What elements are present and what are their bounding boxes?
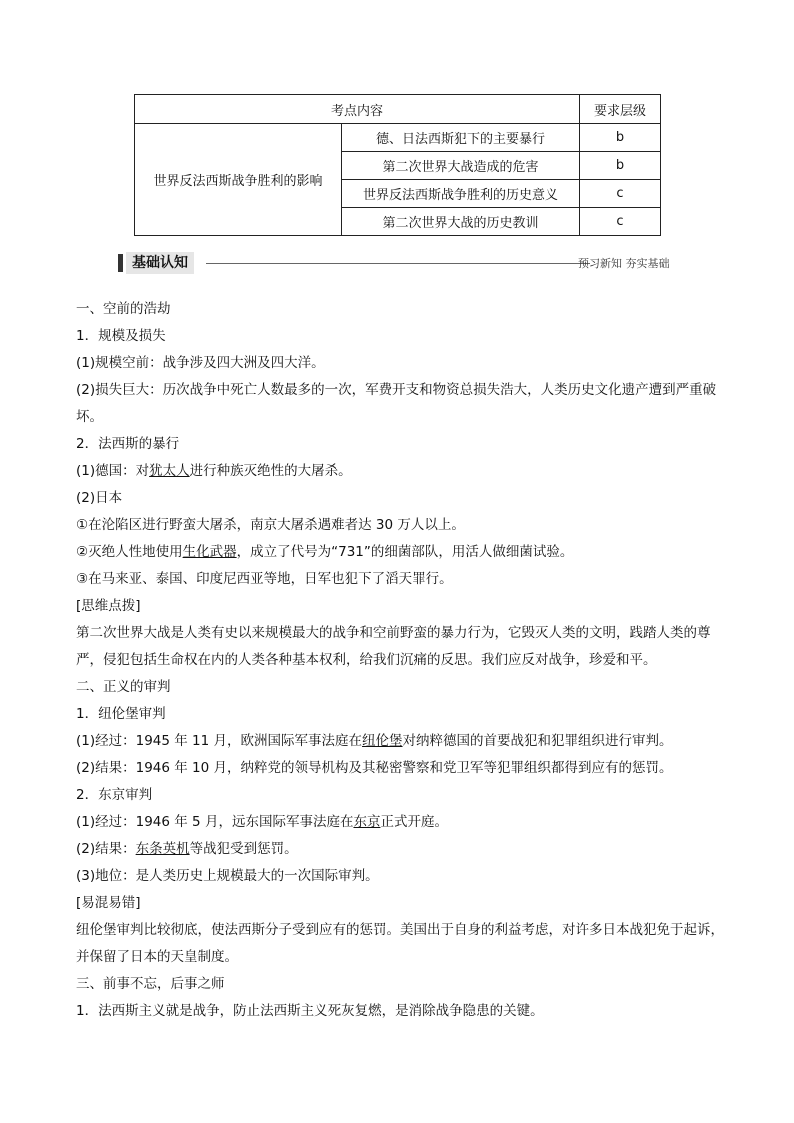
paragraph: (2)日本 — [76, 490, 123, 506]
tip-text: 第二次世界大战是人类有史以来规模最大的战争和空前野蛮的暴力行为，它毁灭人类的文明，践踏人类的尊严，侵犯包括生命权在内的人类各种基本权利，给我们沉痛的反思。我们应反对战争，珍爱和平。 — [76, 625, 711, 668]
paragraph — [76, 458, 726, 485]
heading-3: 三、前事不忘，后事之师 — [76, 976, 225, 992]
table-header-row — [135, 95, 661, 124]
paragraph — [76, 728, 726, 755]
subheading: 1．纽伦堡审判 — [76, 706, 166, 722]
heading-2: 二、正义的审判 — [76, 679, 171, 695]
underlined-term: 生化武器 — [182, 544, 237, 560]
item-cell: 第二次世界大战的历史教训 — [342, 208, 580, 236]
paragraph: (3)地位：是人类历史上规模最大的一次国际审判。 — [76, 868, 379, 884]
text-span: 正式开庭。 — [380, 814, 448, 830]
underlined-term: 东京 — [353, 814, 381, 830]
text-span: (1)经过：1946 年 5 月，远东国际军事法庭在 — [76, 814, 354, 830]
header-content: 考点内容 — [135, 95, 580, 124]
level-cell: b — [580, 124, 661, 152]
paragraph: (2)结果：1946 年 10 月，纳粹党的领导机构及其秘密警察和党卫军等犯罪组织都得到应有的惩罚。 — [76, 760, 673, 776]
subheading: 2．法西斯的暴行 — [76, 436, 180, 452]
topic-cell: 世界反法西斯战争胜利的影响 — [135, 124, 342, 236]
level-cell: b — [580, 152, 661, 180]
item-cell: 第二次世界大战造成的危害 — [342, 152, 580, 180]
text-span: ②灭绝人性地使用 — [76, 544, 183, 560]
paragraph — [76, 809, 726, 836]
text-span: (1)德国：对 — [76, 463, 150, 479]
section-divider — [206, 263, 590, 264]
body-text — [76, 296, 726, 1025]
underlined-term: 纽伦堡 — [362, 733, 403, 749]
tip-label: [易混易错] — [76, 895, 141, 911]
paragraph — [76, 836, 726, 863]
underlined-term: 东条英机 — [135, 841, 190, 857]
tip-text: 纽伦堡审判比较彻底，使法西斯分子受到应有的惩罚。美国出于自身的利益考虑，对许多日本战犯免于起诉，并保留了日本的天皇制度。 — [76, 922, 724, 965]
underlined-term: 犹太人 — [149, 463, 190, 479]
text-span: 等战犯受到惩罚。 — [189, 841, 298, 857]
text-span: ，成立了代号为“731”的细菌部队，用活人做细菌试验。 — [236, 544, 574, 560]
text-span: 对纳粹德国的首要战犯和犯罪组织进行审判。 — [402, 733, 673, 749]
subheading: 1．规模及损失 — [76, 328, 166, 344]
paragraph: ①在沦陷区进行野蛮大屠杀，南京大屠杀遇难者达 30 万人以上。 — [76, 517, 465, 533]
level-cell: c — [580, 180, 661, 208]
subheading: 2．东京审判 — [76, 787, 153, 803]
text-span: (1)经过：1945 年 11 月，欧洲国际军事法庭在 — [76, 733, 363, 749]
section-marker — [118, 254, 123, 272]
text-span: 进行种族灭绝性的大屠杀。 — [189, 463, 352, 479]
text-span: (2)结果： — [76, 841, 136, 857]
item-cell: 德、日法西斯犯下的主要暴行 — [342, 124, 580, 152]
tip-label: [思维点拨] — [76, 598, 141, 614]
paragraph: (2)损失巨大：历次战争中死亡人数最多的一次，军费开支和物资总损失浩大，人类历史文化遗产遭到严重破坏。 — [76, 382, 717, 425]
header-level: 要求层级 — [580, 95, 661, 124]
section-header — [118, 252, 678, 274]
section-title: 基础认知 — [126, 252, 194, 274]
paragraph — [76, 539, 726, 566]
section-subtitle: 预习新知 夯实基础 — [578, 257, 670, 270]
table-row — [135, 124, 661, 152]
level-cell: c — [580, 208, 661, 236]
item-cell: 世界反法西斯战争胜利的历史意义 — [342, 180, 580, 208]
paragraph: 1．法西斯主义就是战争，防止法西斯主义死灰复燃，是消除战争隐患的关键。 — [76, 1003, 544, 1019]
heading-1: 一、空前的浩劫 — [76, 301, 171, 317]
requirements-table — [134, 94, 661, 236]
paragraph: ③在马来亚、泰国、印度尼西亚等地，日军也犯下了滔天罪行。 — [76, 571, 453, 587]
paragraph: (1)规模空前：战争涉及四大洲及四大洋。 — [76, 355, 325, 371]
